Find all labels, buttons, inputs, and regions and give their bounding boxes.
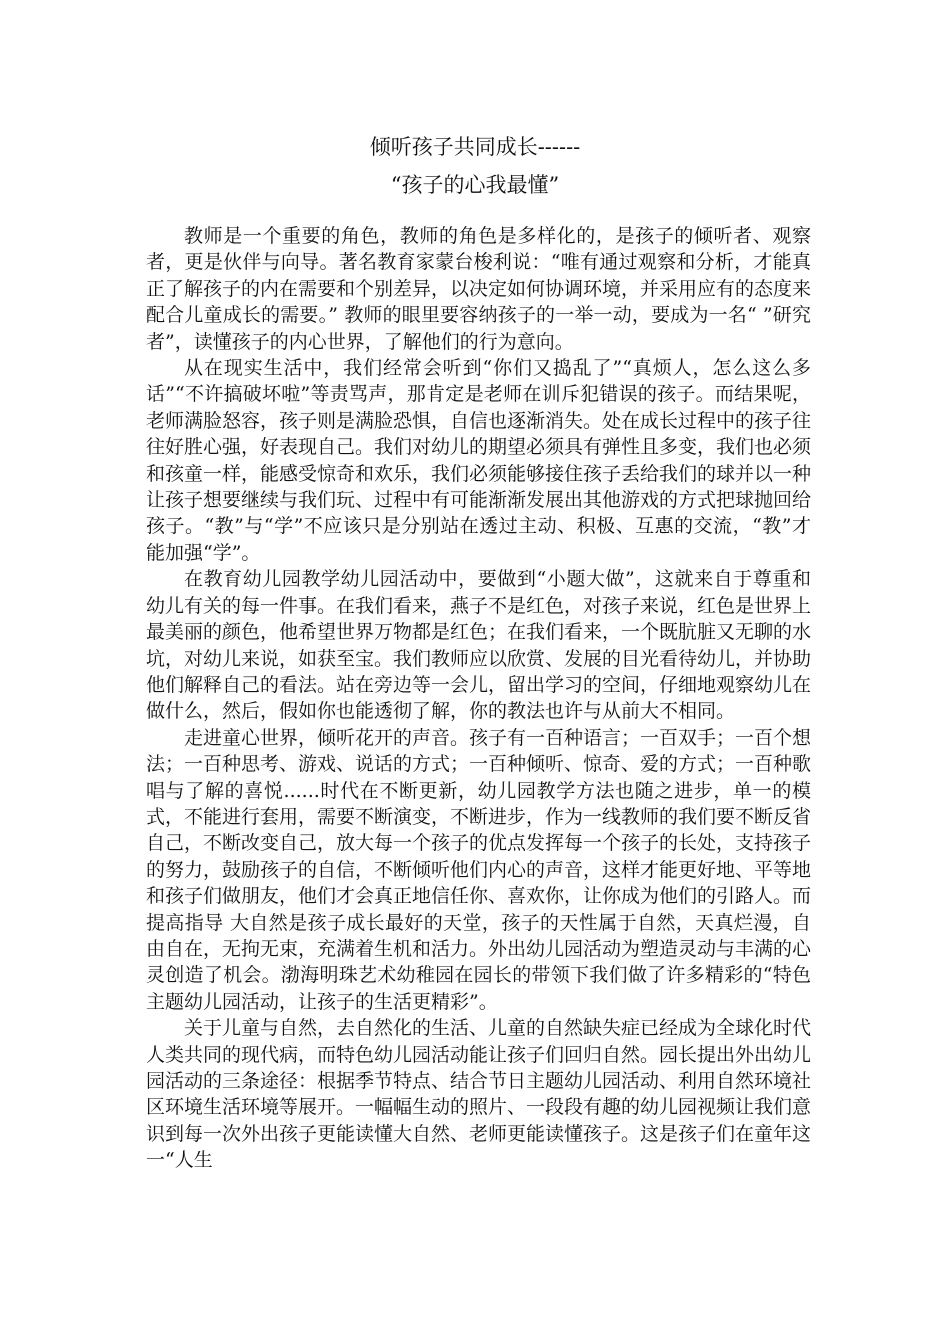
paragraph: 在教育幼儿园教学幼儿园活动中，要做到“小题大做”，这就来自于尊重和幼儿有关的每一件事。在我们看来，燕子不是红色，对孩子来说，红色是世界上最美丽的颜色，他希望世界万物都是红色；在我们看来，一个既肮脏又无聊的水坑，对幼儿来说，如获至宝。我们教师应以欣赏、发展的目光看待幼儿，并协助他们解释自己的看法。站在旁边等一会儿，留出学习的空间，仔细地观察幼儿在做什么，然后，假如你也能透彻了解，你的教法也许与从前大不相同。: [146, 568, 812, 723]
paragraph: 教师是一个重要的角色，教师的角色是多样化的，是孩子的倾听者、观察者，更是伙伴与向导。著名教育家蒙台梭利说：“唯有通过观察和分析，才能真正了解孩子的内在需要和个别差异，以决定如何协调环境，并采用应有的态度来配合儿童成长的需要。” 教师的眼里要容纳孩子的一举一动，要成为一名“ ”研究者”，读懂孩子的内心世界，了解他们的行为意向。: [146, 225, 812, 353]
document-subtitle: “孩子的心我最懂”: [390, 173, 560, 197]
paragraph: 从在现实生活中，我们经常会听到“你们又捣乱了”“真烦人，怎么这么多话”“不许搞破坏啦”等责骂声，那肯定是老师在训斥犯错误的孩子。而结果呢，老师满脸怒容，孩子则是满脸恐惧，自信也逐渐消失。处在成长过程中的孩子往往好胜心强，好表现自己。我们对幼儿的期望必须具有弹性且多变，我们也必须和孩童一样，能感受惊奇和欢乐，我们必须能够接住孩子丢给我们的球并以一种让孩子想要继续与我们玩、过程中有可能渐渐发展出其他游戏的方式把球抛回给孩子。“教”与“学”不应该只是分别站在透过主动、积极、互惠的交流，“教”才能加强“学”。: [146, 357, 812, 564]
document-body: [146, 223, 811, 1174]
document-title: 倾听孩子共同成长------: [369, 135, 581, 159]
paragraph: 关于儿童与自然，去自然化的生活、儿童的自然缺失症已经成为全球化时代人类共同的现代病，而特色幼儿园活动能让孩子们回归自然。园长提出外出幼儿园活动的三条途径：根据季节特点、结合节日主题幼儿园活动、利用自然环境社区环境生活环境等展开。一幅幅生动的照片、一段段有趣的幼儿园视频让我们意识到每一次外出孩子更能读懂大自然、老师更能读懂孩子。这是孩子们在童年这一“人生: [146, 1017, 812, 1172]
paragraph: 走进童心世界，倾听花开的声音。孩子有一百种语言；一百双手；一百个想法；一百种思考、游戏、说话的方式；一百种倾听、惊奇、爱的方式；一百种歌唱与了解的喜悦......时代在不断更新，幼儿园教学方法也随之进步，单一的模式，不能进行套用，需要不断演变，不断进步，作为一线教师的我们要不断反省自己，不断改变自己，放大每一个孩子的优点发挥每一个孩子的长处，支持孩子的努力，鼓励孩子的自信，不断倾听他们内心的声音，这样才能更好地、平等地和孩子们做朋友，他们才会真正地信任你、喜欢你，让你成为他们的引路人。而提高指导 大自然是孩子成长最好的天堂，孩子的天性属于自然，天真烂漫，自由自在，无拘无束，充满着生机和活力。外出幼儿园活动为塑造灵动与丰满的心灵创造了机会。渤海明珠艺术幼稚园在园长的带领下我们做了许多精彩的“特色主题幼儿园活动，让孩子的生活更精彩”。: [146, 726, 812, 1013]
